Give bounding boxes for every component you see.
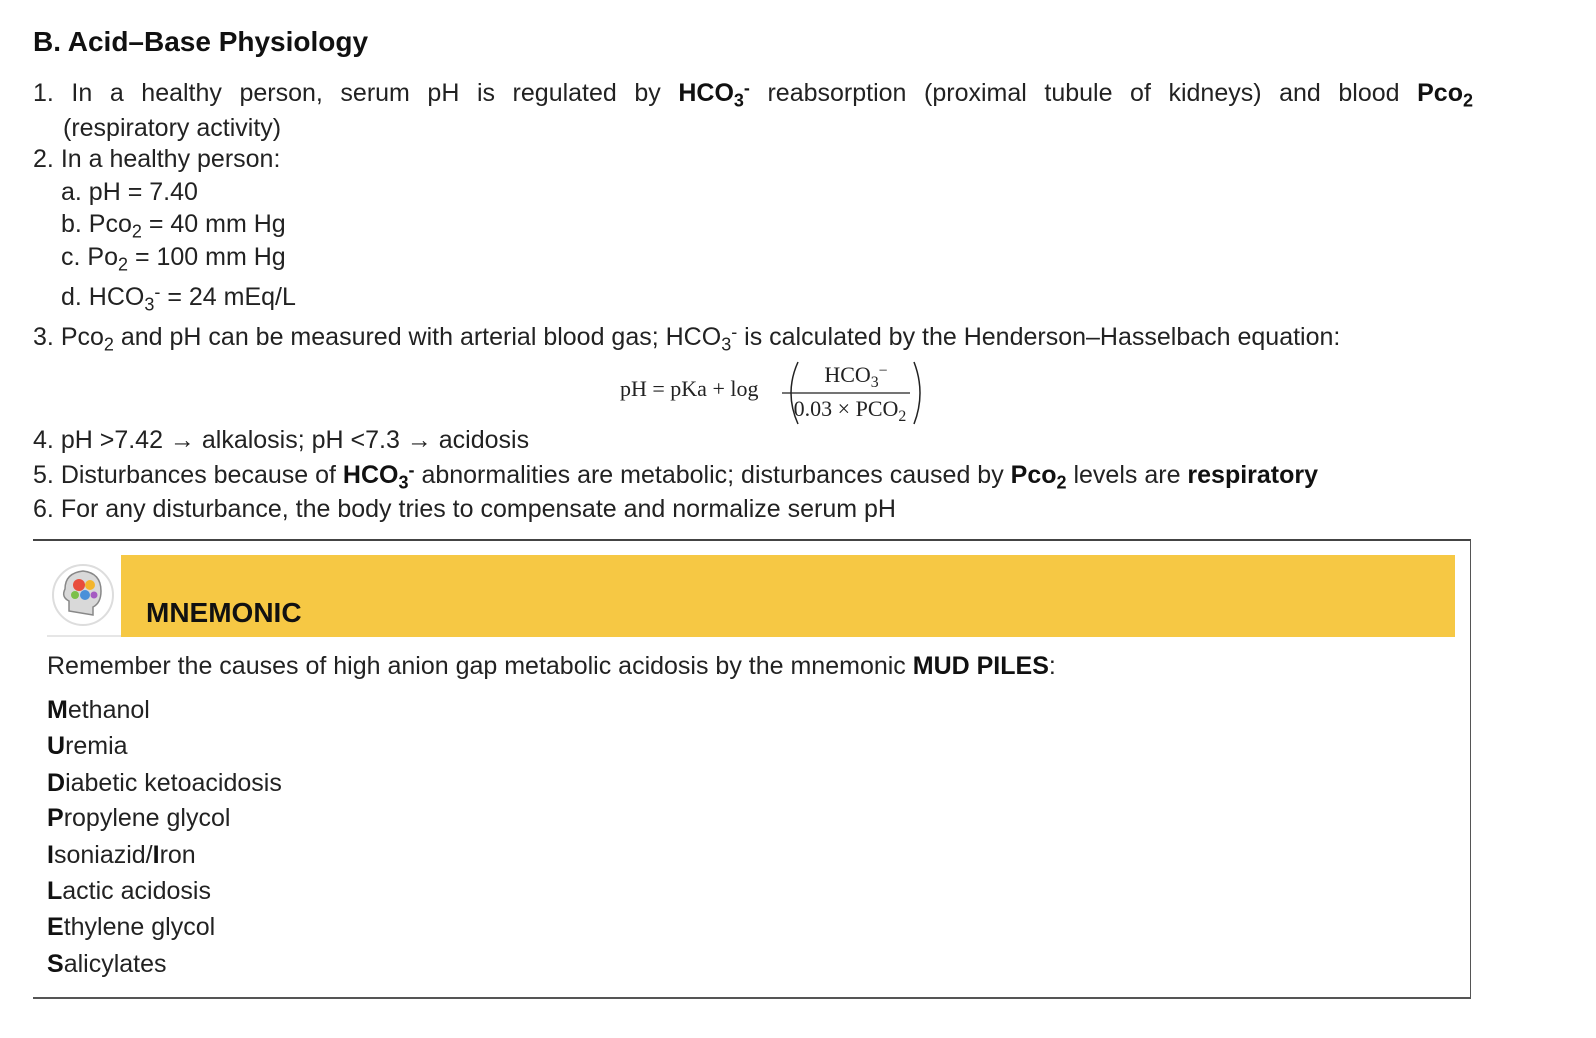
mnemonic-item: Diabetic ketoacidosis bbox=[47, 769, 282, 797]
item-4: 4. pH >7.42 → alkalosis; pH <7.3 → acidosis bbox=[33, 426, 530, 454]
section-title: B. Acid–Base Physiology bbox=[33, 26, 369, 57]
item-3: 3. Pco$_2$ and pH can be measured with arterial blood gas; $HCO_3^-$ is calculated by the Henderson–Hasselbach equation: bbox=[33, 321, 1341, 355]
mnemonic-item: Isoniazid/Iron bbox=[47, 841, 196, 869]
equation-denominator: $0.03 \times PCO_2$ bbox=[793, 396, 907, 425]
mnemonic-item: Uremia bbox=[47, 732, 128, 760]
equation-numerator: $HCO_3^-$ bbox=[824, 362, 888, 391]
item-2d: d. $HCO_3^- = 24$ mEq/L bbox=[61, 281, 296, 315]
item-1-line-1: 1. In a healthy person, serum pH is regulated by $HCO_3^-$ reabsorption (proximal tubule of kidneys) and blood Pco$_2$ bbox=[33, 77, 1473, 111]
item-2a: a. pH = 7.40 bbox=[61, 178, 198, 206]
item-2: 2. In a healthy person: bbox=[33, 145, 281, 173]
equation-lhs: pH = pKa + log bbox=[620, 376, 759, 401]
hco3-term: $HCO_3^-$ bbox=[678, 77, 750, 111]
mnemonic-item: Lactic acidosis bbox=[47, 877, 211, 905]
mnemonic-title: MNEMONIC bbox=[146, 597, 302, 628]
brain-gears-icon bbox=[47, 555, 121, 637]
pco2-term: Pco$_2$ bbox=[1417, 79, 1473, 111]
mnemonic-item: Methanol bbox=[47, 696, 150, 724]
item-2c: c. $Po_2 = 100$ mm Hg bbox=[61, 243, 286, 275]
item-6: 6. For any disturbance, the body tries to compensate and normalize serum pH bbox=[33, 495, 896, 523]
item-5: 5. Disturbances because of $HCO_3^-$ abnormalities are metabolic; disturbances caused by Pco$_2$ levels are respiratory bbox=[33, 459, 1319, 493]
mnemonic-item: Salicylates bbox=[47, 950, 167, 978]
item-2b: b. Pco$_2$ = 40 mm Hg bbox=[61, 210, 286, 242]
mnemonic-intro: Remember the causes of high anion gap metabolic acidosis by the mnemonic MUD PILES: bbox=[47, 652, 1056, 680]
mnemonic-item: Propylene glycol bbox=[47, 804, 231, 832]
mnemonic-item: Ethylene glycol bbox=[47, 913, 216, 941]
item-1-line-2: (respiratory activity) bbox=[63, 114, 282, 142]
